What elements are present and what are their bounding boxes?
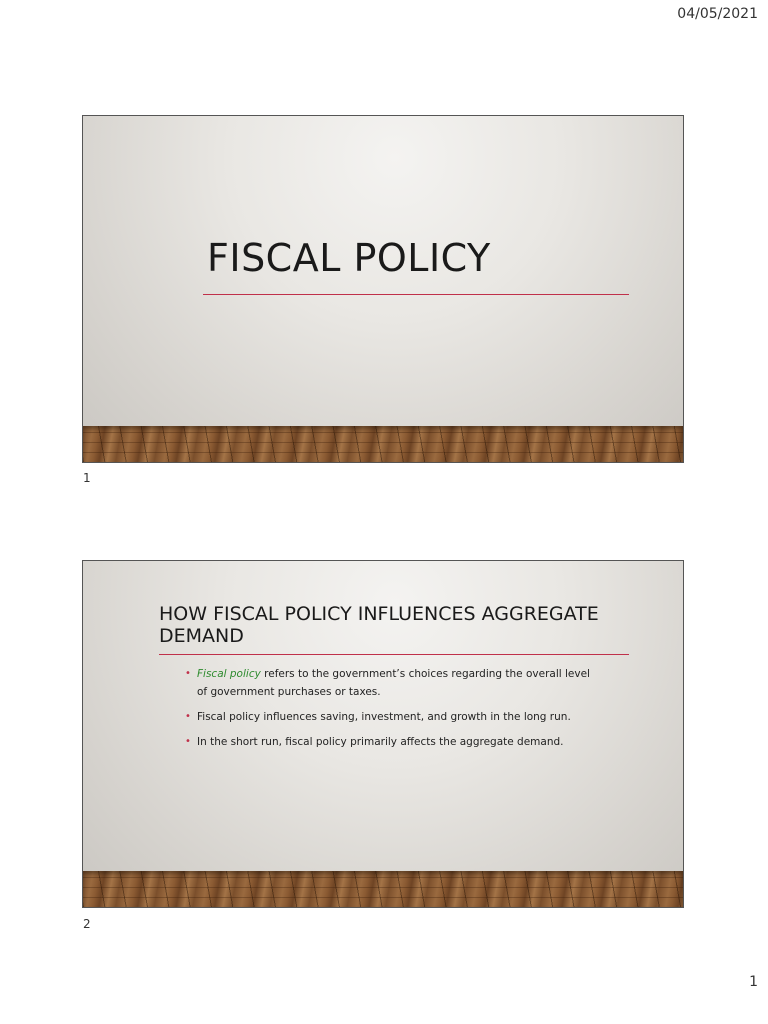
bullet-icon: • — [185, 668, 191, 679]
wood-floor — [83, 426, 683, 462]
list-item — [185, 665, 595, 701]
page-number: 1 — [749, 974, 758, 990]
bullet-text: Fiscal policy influences saving, investment, and growth in the long run. — [197, 711, 571, 723]
slide-1 — [82, 115, 684, 463]
title-underline — [159, 654, 629, 655]
slide-number-2: 2 — [83, 917, 91, 931]
bullet-list — [185, 665, 595, 758]
slide-title: FISCAL POLICY — [207, 236, 491, 280]
list-item — [185, 733, 595, 751]
wood-floor — [83, 871, 683, 907]
bullet-text: refers to the government’s choices regarding the overall level of government purchases or taxes. — [197, 668, 590, 698]
slide-number-1: 1 — [83, 471, 91, 485]
bullet-icon: • — [185, 736, 191, 747]
title-underline — [203, 294, 629, 295]
slide-2 — [82, 560, 684, 908]
list-item — [185, 708, 595, 726]
highlighted-term: Fiscal policy — [197, 668, 261, 680]
slide-title: HOW FISCAL POLICY INFLUENCES AGGREGATE DEMAND — [159, 603, 599, 647]
bullet-icon: • — [185, 711, 191, 722]
page-date: 04/05/2021 — [677, 6, 758, 22]
bullet-text: In the short run, fiscal policy primarily affects the aggregate demand. — [197, 736, 564, 748]
